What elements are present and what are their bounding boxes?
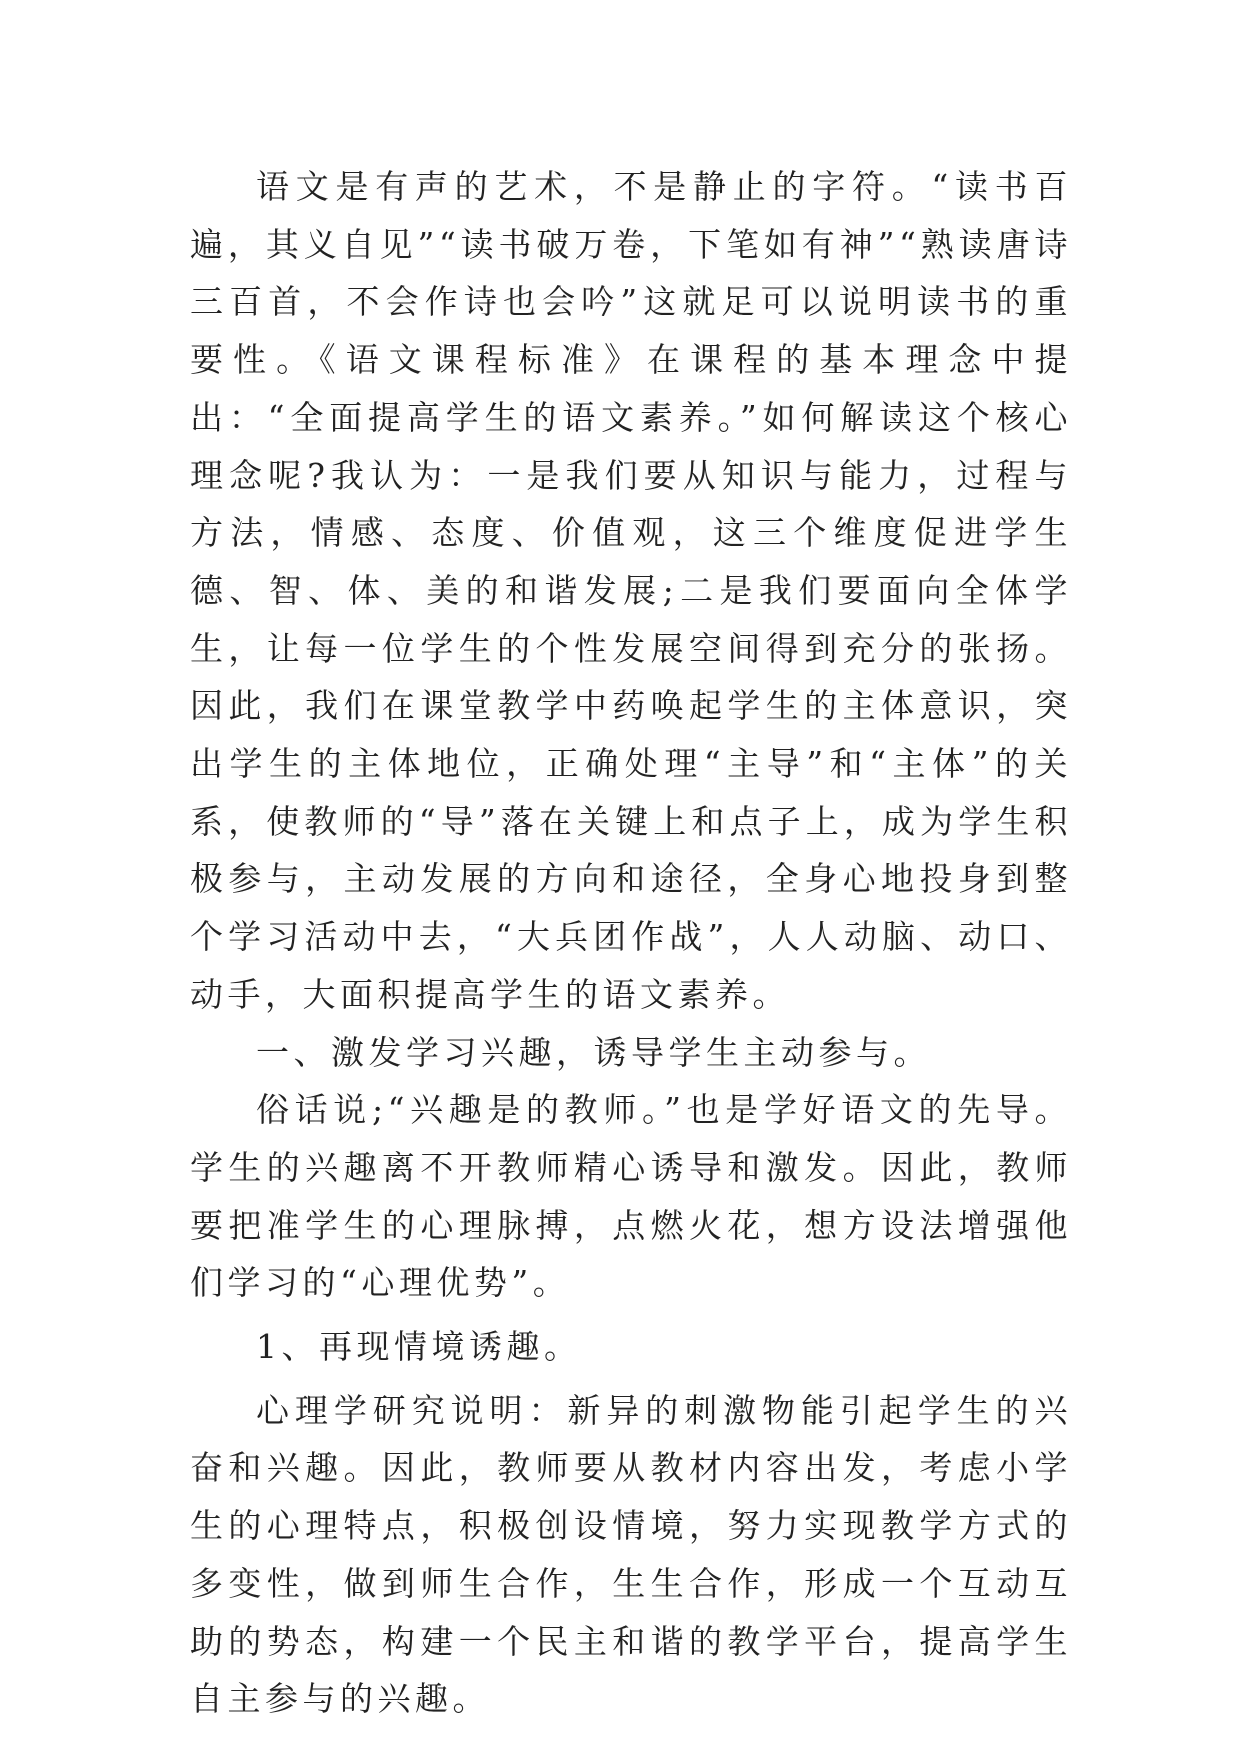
- subsection-heading-1: 1、再现情境诱趣。: [256, 1327, 582, 1367]
- paragraph-interest: 俗话说;“兴趣是的教师。”也是学好语文的先导。学生的兴趣离不开教师精心诱导和激发。因此，教师要把准学生的心理脉搏，点燃火花，想方设法增强他们学习的“心理优势”。: [190, 1090, 1072, 1303]
- paragraph-intro: 语文是有声的艺术，不是静止的字符。“读书百遍，其义自见”“读书破万卷，下笔如有神”“熟读唐诗三百首，不会作诗也会吟”这就足可以说明读书的重要性。《语文课程标准》在课程的基本理念中提出：“全面提高学生的语文素养。”如何解读这个核心理念呢?我认为：一是我们要从知识与能力，过程与方法，情感、态度、价值观，这三个维度促进学生德、智、体、美的和谐发展;二是我们要面向全体学生，让每一位学生的个性发展空间得到充分的张扬。因此，我们在课堂教学中药唤起学生的主体意识，突出学生的主体地位，正确处理“主导”和“主体”的关系，使教师的“导”落在关键上和点子上，成为学生积极参与，主动发展的方向和途径，全身心地投身到整个学习活动中去，“大兵团作战”，人人动脑、动口、动手，大面积提高学生的语文素养。: [190, 167, 1072, 1014]
- document-page: [190, 158, 1072, 1728]
- paragraph-psychology: 心理学研究说明：新异的刺激物能引起学生的兴奋和兴趣。因此，教师要从教材内容出发，考虑小学生的心理特点，积极创设情境，努力实现教学方式的多变性，做到师生合作，生生合作，形成一个互动互助的势态，构建一个民主和谐的教学平台，提高学生自主参与的兴趣。: [190, 1390, 1072, 1719]
- section-heading-1: 一、激发学习兴趣，诱导学生主动参与。: [256, 1032, 931, 1072]
